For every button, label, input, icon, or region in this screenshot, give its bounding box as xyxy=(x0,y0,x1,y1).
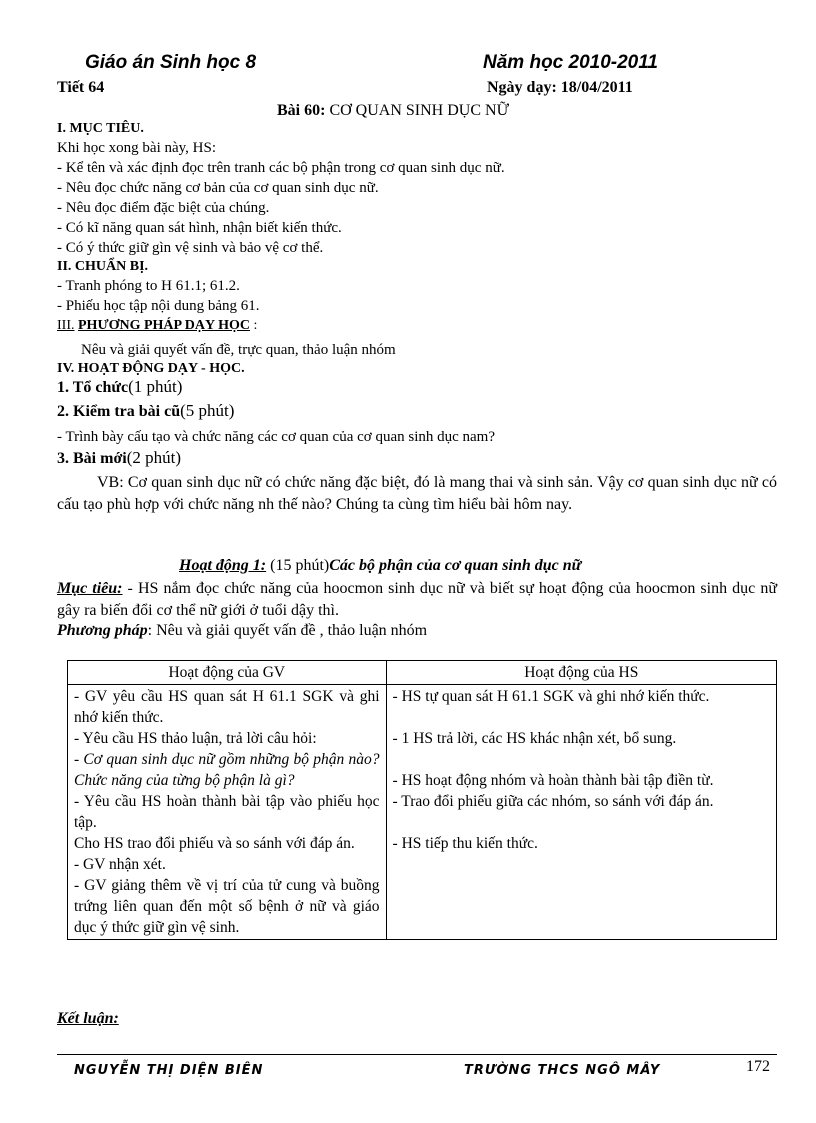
student-step: - 1 HS trả lời, các HS khác nhận xét, bổ sung. xyxy=(392,730,677,747)
activity1-label: Hoạt động 1: xyxy=(179,557,267,574)
teacher-step: Cho HS trao đổi phiếu và so sánh với đáp án. xyxy=(74,835,355,852)
lesson-heading xyxy=(277,101,509,121)
preparation-item: - Phiếu học tập nội dung bảng 61. xyxy=(57,298,260,314)
activity1-time: (15 phút) xyxy=(266,557,330,574)
objective-item: - Nêu đọc chức năng cơ bản của cơ quan sinh dục nữ. xyxy=(57,180,379,196)
objective-item: - Nêu đọc điểm đặc biệt của chúng. xyxy=(57,200,270,216)
lesson-period: Tiết 64 xyxy=(57,79,105,96)
column-header-teacher: Hoạt động của GV xyxy=(68,661,387,685)
lesson-title: CƠ QUAN SINH DỤC NỮ xyxy=(329,102,509,119)
organization-label: 1. Tổ chức xyxy=(57,379,129,396)
column-header-student: Hoạt động của HS xyxy=(386,661,776,685)
methods-colon: : xyxy=(253,318,258,333)
table-row xyxy=(68,685,777,940)
objectives-heading: I. MỤC TIÊU. xyxy=(57,121,144,136)
activities-heading: IV. HOẠT ĐỘNG DẠY - HỌC. xyxy=(57,361,245,376)
preparation-heading: II. CHUẨN BỊ. xyxy=(57,259,149,274)
activity1-title: Các bộ phận của cơ quan sinh dục nữ xyxy=(329,557,582,574)
student-step: - Trao đổi phiếu giữa các nhóm, so sánh với đáp án. xyxy=(392,793,714,810)
method-label: Phương pháp xyxy=(57,622,148,639)
student-step: - HS tự quan sát H 61.1 SGK và ghi nhớ kiến thức. xyxy=(392,688,710,705)
objectives-intro: Khi học xong bài này, HS: xyxy=(57,140,217,156)
organization-time: (1 phút) xyxy=(128,377,183,396)
objective-item: - Kể tên và xác định đọc trên tranh các bộ phận trong cơ quan sinh dục nữ. xyxy=(57,160,505,176)
teacher-step: - GV nhận xét. xyxy=(74,856,166,873)
preparation-item: - Tranh phóng to H 61.1; 61.2. xyxy=(57,278,240,294)
activity1-goal xyxy=(57,578,777,622)
methods-heading xyxy=(57,318,257,334)
check-line xyxy=(57,401,234,421)
teacher-step: - Yêu cầu HS hoàn thành bài tập vào phiếu học tập. xyxy=(74,793,380,831)
lesson-date: Ngày dạy: 18/04/2011 xyxy=(487,79,633,96)
teacher-step: - GV yêu cầu HS quan sát H 61.1 SGK và ghi nhớ kiến thức. xyxy=(74,688,380,726)
check-label: 2. Kiểm tra bài cũ xyxy=(57,403,181,420)
footer-divider xyxy=(57,1054,777,1055)
student-step: - HS hoạt động nhóm và hoàn thành bài tập điền từ. xyxy=(392,772,714,789)
teacher-step: - Yêu cầu HS thảo luận, trả lời câu hỏi: xyxy=(74,730,317,747)
goal-text: - HS nắm đọc chức năng của hoocmon sinh dục nữ và biết sự hoạt động của hoocmon sinh dục nữ gây ra biến đổi cơ thể nữ giới ở tuổi dậy thì. xyxy=(57,580,777,619)
activity1-heading xyxy=(179,557,581,575)
check-question: - Trình bày cấu tạo và chức năng các cơ quan của cơ quan sinh dục nam? xyxy=(57,429,496,445)
footer-school: TRƯỜNG THCS NGÔ MÂY xyxy=(464,1063,661,1078)
teacher-step: - GV giảng thêm về vị trí của tử cung và buồng trứng liên quan đến một số bệnh ở nữ và giáo dục ý thức giữ gìn vệ sinh. xyxy=(74,877,380,936)
activity-table xyxy=(67,660,777,940)
teacher-question: - Cơ quan sinh dục nữ gồm những bộ phận nào? Chức năng của từng bộ phận là gì? xyxy=(74,751,380,789)
new-lesson-line xyxy=(57,448,181,468)
objective-item: - Có kĩ năng quan sát hình, nhận biết kiến thức. xyxy=(57,220,342,236)
new-lesson-label: 3. Bài mới xyxy=(57,450,127,467)
footer-author: NGUYỄN THỊ DIỆN BIÊN xyxy=(74,1063,264,1078)
methods-text: Nêu và giải quyết vấn đề, trực quan, thảo luận nhóm xyxy=(81,342,396,358)
teacher-activities-cell xyxy=(68,685,387,940)
objective-item: - Có ý thức giữ gìn vệ sinh và bảo vệ cơ thể. xyxy=(57,240,324,256)
table-header-row xyxy=(68,661,777,685)
method-text: : Nêu và giải quyết vấn đề , thảo luận nhóm xyxy=(147,622,428,639)
conclusion-label: Kết luận: xyxy=(57,1010,119,1027)
school-year: Năm học 2010-2011 xyxy=(483,52,658,73)
methods-title: PHƯƠNG PHÁP DẠY HỌC xyxy=(78,318,251,333)
page-number: 172 xyxy=(746,1058,770,1075)
methods-number: III. xyxy=(57,318,75,333)
goal-label: Mục tiêu: xyxy=(57,580,123,597)
check-time: (5 phút) xyxy=(180,401,235,420)
student-activities-cell xyxy=(386,685,776,940)
new-lesson-time: (2 phút) xyxy=(126,448,182,467)
student-step: - HS tiếp thu kiến thức. xyxy=(392,835,538,852)
organization-line xyxy=(57,377,182,397)
lesson-number: Bài 60: xyxy=(277,102,326,119)
subject-title: Giáo án Sinh học 8 xyxy=(85,52,257,73)
intro-paragraph: VB: Cơ quan sinh dục nữ có chức năng đặc biệt, đó là mang thai và sinh sản. Vậy cơ quan sinh dục nữ có cấu tạo phù hợp với chức năng nh thế nào? Chúng ta cùng tìm hiểu bài hôm nay. xyxy=(57,474,777,513)
activity1-method xyxy=(57,622,427,640)
